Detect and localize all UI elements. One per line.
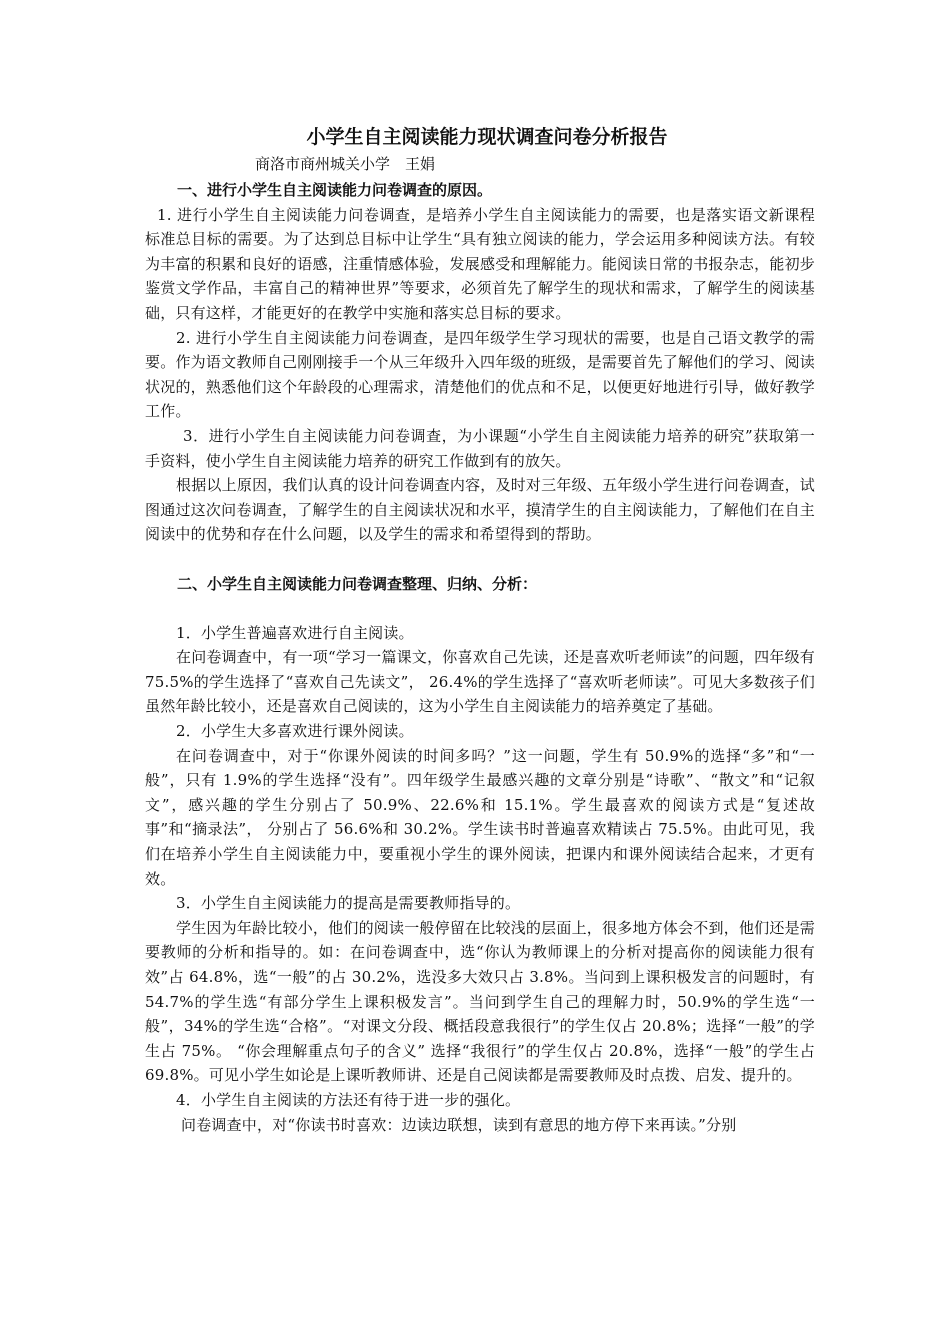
document-body bbox=[145, 122, 815, 1137]
item-3-title: 3．小学生自主阅读能力的提高是需要教师指导的。 bbox=[176, 894, 521, 913]
item-2-body: 在问卷调查中，对于“你课外阅读的时间多吗？”这一问题，学生有 50.9%的选择“多”和“一般”，只有 1.9%的学生选择“没有”。四年级学生最感兴趣的文章分别是“诗歌”、“散文”和“记叙文”，感兴趣的学生分别占了 50.9%、22.6%和 15.1%。学生最喜欢的阅读方式是“复述故事”和“摘录法”， 分别占了 56.6%和 30.2%。学生读书时普遍喜欢精读占 75.5%。由此可见，我们在培养小学生自主阅读能力中，要重视小学生的课外阅读，把课内和课外阅读结合起来，才更有效。 bbox=[145, 746, 815, 888]
item-1-title: 1．小学生普遍喜欢进行自主阅读。 bbox=[176, 623, 414, 642]
spacer bbox=[145, 547, 815, 572]
item-3-body: 学生因为年龄比较小，他们的阅读一般停留在比较浅的层面上，很多地方体会不到，他们还是需要教师的分析和指导的。如：在问卷调查中，选“你认为教师课上的分析对提高你的阅读能力很有效”占 64.8%，选“一般”的占 30.2%，选没多大效只占 3.8%。当问到上课积极发言的问题时，有 54.7%的学生选“有部分学生上课积极发言”。当问到学生自己的理解力时，50.9%的学生选“一般”，34%的学生选“合格”。“对课文分段、概括段意我很行”的学生仅占 20.8%；选择“一般”的学生占 75%。 “你会理解重点句子的含义” 选择“我很行”的学生仅占 20.8%，选择“一般”的学生占 69.8%。可见小学生如论是上课听教师讲、还是自己阅读都是需要教师及时点拨、启发、提升的。 bbox=[145, 918, 815, 1085]
section-2-heading: 二、小学生自主阅读能力问卷调查整理、归纳、分析： bbox=[177, 574, 538, 593]
section-1-paragraph-2: 2. 进行小学生自主阅读能力问卷调查，是四年级学生学习现状的需要，也是自己语文教学的需要。作为语文教师自己刚刚接手一个从三年级升入四年级的班级，是需要首先了解他们的学习、阅读状况的，熟悉他们这个年龄段的心理需求，清楚他们的优点和不足，以便更好地进行引导，做好教学工作。 bbox=[145, 328, 815, 421]
section-1-heading: 一、进行小学生自主阅读能力问卷调查的原因。 bbox=[177, 181, 493, 199]
spacer bbox=[145, 596, 815, 621]
section-1-paragraph-1: 1. 进行小学生自主阅读能力问卷调查，是培养小学生自主阅读能力的需要，也是落实语文新课程标准总目标的需要。为了达到总目标中让学生“具有独立阅读的能力，学会运用多种阅读方法。有较为丰富的积累和良好的语感，注重情感体验，发展感受和理解能力。能阅读日常的书报杂志，能初步鉴赏文学作品，丰富自己的精神世界”等要求，必须首先了解学生的现状和需求，了解学生的阅读基础，只有这样，才能更好的在教学中实施和落实总目标的要求。 bbox=[145, 205, 815, 322]
item-2-title: 2．小学生大多喜欢进行课外阅读。 bbox=[176, 722, 414, 741]
section-1-paragraph-3: 3．进行小学生自主阅读能力问卷调查，为小课题“小学生自主阅读能力培养的研究”获取第一手资料，使小学生自主阅读能力培养的研究工作做到有的放矢。 bbox=[145, 426, 815, 470]
document-author: 商洛市商州城关小学 王娟 bbox=[255, 155, 436, 173]
document-title: 小学生自主阅读能力现状调查问卷分析报告 bbox=[306, 126, 668, 148]
item-4-body: 问卷调查中，对“你读书时喜欢：边读边联想，读到有意思的地方停下来再读。”分别 bbox=[181, 1115, 737, 1134]
item-4-title: 4．小学生自主阅读的方法还有待于进一步的强化。 bbox=[176, 1090, 521, 1109]
item-1-body: 在问卷调查中，有一项“学习一篇课文，你喜欢自己先读，还是喜欢听老师读”的问题，四年级有 75.5%的学生选择了“喜欢自己先读文”， 26.4%的学生选择了“喜欢听老师读”。可见大多数孩子们虽然年龄比较小，还是喜欢自己阅读的，这为小学生自主阅读能力的培养奠定了基础。 bbox=[145, 648, 815, 716]
section-1-paragraph-4: 根据以上原因，我们认真的设计问卷调查内容，及时对三年级、五年级小学生进行问卷调查，试图通过这次问卷调查，了解学生的自主阅读状况和水平，摸清学生的自主阅读能力，了解他们在自主阅读中的优势和存在什么问题，以及学生的需求和希望得到的帮助。 bbox=[145, 476, 815, 544]
